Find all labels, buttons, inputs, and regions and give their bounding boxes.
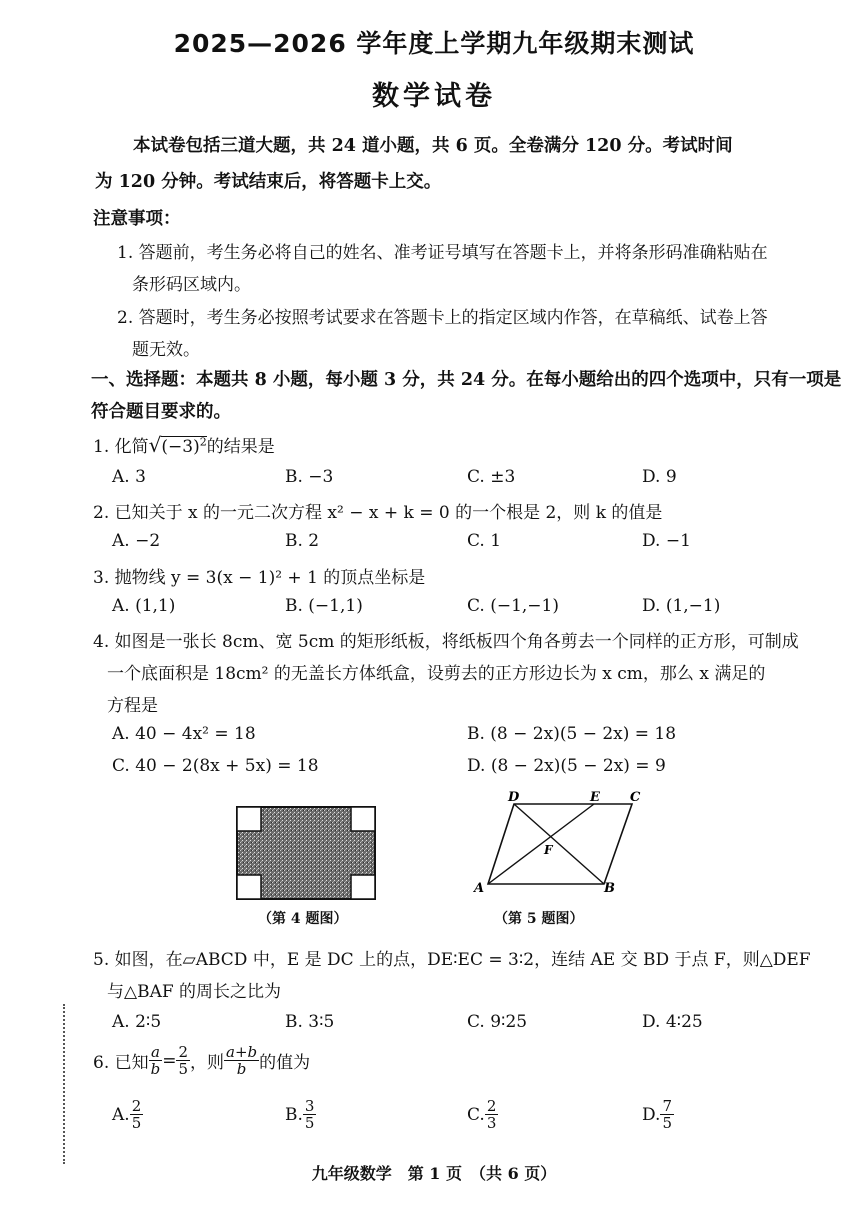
q1-exponent: 2 bbox=[199, 435, 207, 449]
question-4-line-2: 一个底面积是 18cm² 的无盖长方体纸盒，设剪去的正方形边长为 x cm，那么 x 满足的 bbox=[107, 664, 766, 684]
q6-option-b-den: 5 bbox=[304, 1114, 315, 1132]
q4-option-d[interactable]: D. (8 − 2x)(5 − 2x) = 9 bbox=[467, 756, 666, 776]
q6-mid: ，则 bbox=[190, 1053, 225, 1073]
q6-suffix: 的值为 bbox=[259, 1053, 311, 1073]
q1-option-d[interactable]: D. 9 bbox=[642, 467, 677, 487]
q1-radicand bbox=[161, 436, 206, 457]
label-a: A bbox=[474, 881, 485, 896]
q6-fraction-a-plus-b-over-b bbox=[224, 1044, 259, 1077]
q6-option-c[interactable] bbox=[467, 1098, 498, 1131]
q6-option-d-fraction bbox=[660, 1098, 674, 1131]
q6-option-a-fraction bbox=[130, 1098, 144, 1131]
q2-option-a[interactable]: A. −2 bbox=[112, 531, 161, 551]
q1-suffix: 的结果是 bbox=[206, 437, 275, 457]
fig4-corner-square bbox=[237, 807, 261, 831]
q5-option-c[interactable]: C. 9∶25 bbox=[467, 1012, 528, 1032]
label-f: F bbox=[544, 843, 553, 857]
q6-option-c-fraction bbox=[485, 1098, 499, 1131]
binding-margin-dotted-line bbox=[63, 1004, 65, 1164]
q1-radicand-text: (−3) bbox=[161, 437, 200, 457]
question-3-stem: 3. 抛物线 y = 3(x − 1)² + 1 的顶点坐标是 bbox=[93, 568, 426, 588]
notice-item-2-line-2: 题无效。 bbox=[132, 340, 200, 360]
fig4-corner-square bbox=[237, 875, 261, 899]
q6-prefix: 6. 已知 bbox=[93, 1053, 149, 1073]
q6-option-b[interactable] bbox=[285, 1098, 316, 1131]
q2-option-b[interactable]: B. 2 bbox=[285, 531, 320, 551]
figure-5-diagram bbox=[470, 786, 660, 898]
fig4-corner-square bbox=[351, 807, 375, 831]
q6-option-d-label: D. bbox=[642, 1104, 661, 1125]
q6-option-d-den: 5 bbox=[662, 1114, 672, 1132]
notice-heading: 注意事项： bbox=[93, 209, 181, 229]
question-6-stem bbox=[93, 1044, 310, 1077]
q6-equals: = bbox=[162, 1050, 177, 1071]
figure-4-diagram bbox=[236, 806, 376, 900]
question-5-line-2: 与△BAF 的周长之比为 bbox=[107, 982, 282, 1002]
intro-line-2: 为 120 分钟。考试结束后，将答题卡上交。 bbox=[95, 172, 442, 192]
q6-option-b-label: B. bbox=[285, 1104, 303, 1125]
figure-5-caption: （第 5 题图） bbox=[494, 911, 584, 927]
q6-option-d-num: 7 bbox=[662, 1097, 672, 1115]
question-2-stem: 2. 已知关于 x 的一元二次方程 x² − x + k = 0 的一个根是 2，则 k 的值是 bbox=[93, 503, 663, 523]
q3-option-d[interactable]: D. (1,−1) bbox=[642, 596, 721, 616]
q6-option-b-num: 3 bbox=[304, 1097, 315, 1115]
q1-option-c[interactable]: C. ±3 bbox=[467, 467, 516, 487]
section-1-line-2: 符合题目要求的。 bbox=[91, 402, 231, 422]
question-4-line-3: 方程是 bbox=[107, 696, 158, 716]
q6-f1-num: a bbox=[150, 1043, 160, 1061]
q6-fraction-2-over-5 bbox=[176, 1044, 190, 1077]
q1-option-a[interactable]: A. 3 bbox=[112, 467, 146, 487]
figure-4-caption: （第 4 题图） bbox=[258, 911, 348, 927]
q6-f1-den: b bbox=[150, 1060, 161, 1078]
q5-option-b[interactable]: B. 3∶5 bbox=[285, 1012, 335, 1032]
label-c: C bbox=[630, 790, 641, 805]
segment-ae bbox=[488, 804, 594, 884]
q6-option-d[interactable] bbox=[642, 1098, 674, 1131]
label-e: E bbox=[590, 790, 600, 805]
q6-f3-den: b bbox=[236, 1060, 247, 1078]
question-1-stem bbox=[93, 432, 275, 457]
q6-fraction-a-over-b bbox=[149, 1044, 163, 1077]
q6-option-a[interactable] bbox=[112, 1098, 143, 1131]
exam-subtitle: 数学试卷 bbox=[372, 81, 496, 112]
label-d: D bbox=[508, 790, 520, 805]
page-footer: 九年级数学 第 1 页 （共 6 页） bbox=[311, 1164, 557, 1183]
q6-option-a-num: 2 bbox=[131, 1097, 142, 1115]
q4-option-a[interactable]: A. 40 − 4x² = 18 bbox=[112, 724, 256, 744]
q1-option-b[interactable]: B. −3 bbox=[285, 467, 334, 487]
label-b: B bbox=[604, 881, 615, 896]
exam-title: 2025—2026 学年度上学期九年级期末测试 bbox=[173, 29, 695, 58]
q3-option-a[interactable]: A. (1,1) bbox=[112, 596, 176, 616]
q6-option-a-den: 5 bbox=[131, 1114, 142, 1132]
q6-option-b-fraction bbox=[303, 1098, 317, 1131]
question-5-line-1: 5. 如图，在▱ABCD 中，E 是 DC 上的点，DE∶EC = 3∶2，连结 AE 交 BD 于点 F，则△DEF bbox=[93, 950, 811, 970]
notice-item-2-line-1: 2. 答题时，考生务必按照考试要求在答题卡上的指定区域内作答，在草稿纸、试卷上答 bbox=[117, 308, 768, 328]
q6-f3-num: a+b bbox=[226, 1043, 258, 1061]
q4-option-c[interactable]: C. 40 − 2(8x + 5x) = 18 bbox=[112, 756, 319, 776]
intro-line-1: 本试卷包括三道大题，共 24 道小题，共 6 页。全卷满分 120 分。考试时间 bbox=[133, 136, 733, 156]
q3-option-b[interactable]: B. (−1,1) bbox=[285, 596, 363, 616]
q6-option-a-label: A. bbox=[112, 1104, 130, 1125]
q3-option-c[interactable]: C. (−1,−1) bbox=[467, 596, 559, 616]
q6-option-c-label: C. bbox=[467, 1104, 485, 1125]
q6-option-c-num: 2 bbox=[486, 1097, 497, 1115]
q1-prefix: 1. 化简 bbox=[93, 437, 149, 457]
q2-option-d[interactable]: D. −1 bbox=[642, 531, 691, 551]
q6-f2-den: 5 bbox=[178, 1060, 189, 1078]
fig4-corner-square bbox=[351, 875, 375, 899]
q6-option-c-den: 3 bbox=[486, 1114, 497, 1132]
q5-option-d[interactable]: D. 4∶25 bbox=[642, 1012, 703, 1032]
sqrt-symbol: √ bbox=[148, 433, 162, 457]
question-4-line-1: 4. 如图是一张长 8cm、宽 5cm 的矩形纸板，将纸板四个角各剪去一个同样的正方形，可制成 bbox=[93, 632, 799, 652]
section-1-line-1: 一、选择题：本题共 8 小题，每小题 3 分，共 24 分。在每小题给出的四个选项中，只有一项是 bbox=[91, 370, 842, 390]
q5-option-a[interactable]: A. 2∶5 bbox=[112, 1012, 162, 1032]
notice-item-1-line-1: 1. 答题前，考生务必将自己的姓名、准考证号填写在答题卡上，并将条形码准确粘贴在 bbox=[117, 243, 768, 263]
q4-option-b[interactable]: B. (8 − 2x)(5 − 2x) = 18 bbox=[467, 724, 677, 744]
q6-f2-num: 2 bbox=[178, 1043, 189, 1061]
notice-item-1-line-2: 条形码区域内。 bbox=[132, 275, 251, 295]
diagonal-bd bbox=[514, 804, 604, 884]
q2-option-c[interactable]: C. 1 bbox=[467, 531, 502, 551]
